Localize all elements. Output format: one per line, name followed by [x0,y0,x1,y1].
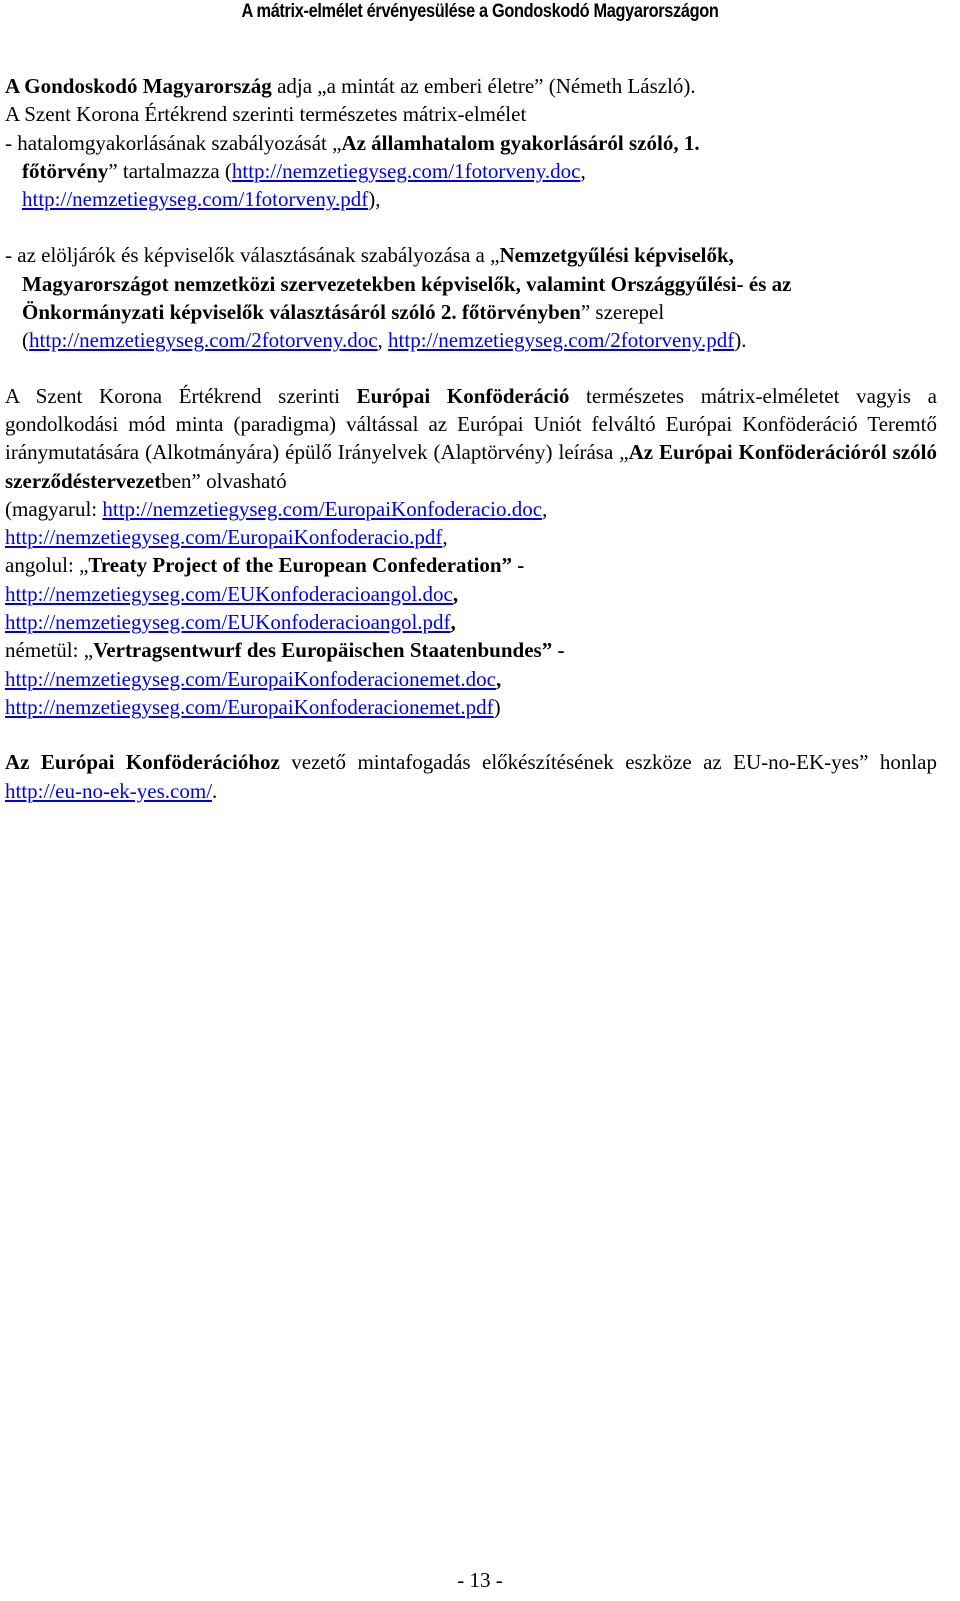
text: - az elöljárók és képviselők választásának szabályozása a „ [5,243,500,268]
paragraph-eu-no-ek-yes [5,748,937,805]
bold-title: Treaty Project of the European Confederation” - [88,553,525,578]
link-europai-konfoderacio-doc[interactable]: http://nemzetiegyseg.com/EuropaiKonfoderacio.doc [102,496,543,521]
bold-term: főtörvény [22,158,109,183]
text: A Szent Korona Értékrend szerinti természetes mátrix-elmélet [5,102,527,127]
text: , [580,158,586,183]
paragraph-european-confederation [5,382,937,495]
line-german-links [5,636,937,721]
line-hungarian-links [5,495,937,552]
spacer [5,721,937,748]
text: - hatalomgyakorlásának szabályozását „ [5,130,342,155]
link-2fotorveny-doc[interactable]: http://nemzetiegyseg.com/2fotorveny.doc [29,328,378,353]
bold-term: Európai Konföderáció [356,383,570,408]
text: A Szent Korona Értékrend szerinti [5,383,357,408]
bold-term: Magyarországot nemzetközi szervezetekben képviselők, valamint Országgyűlési- és az [22,271,792,296]
line-english-links [5,551,937,636]
link-1fotorveny-doc[interactable]: http://nemzetiegyseg.com/1fotorveny.doc [231,158,581,183]
bold-term: A Gondoskodó Magyarország [5,74,272,98]
text: , [452,581,459,606]
paragraph-intro [5,72,937,100]
text: , [377,328,389,353]
bold-title: Vertragsentwurf des Europäischen Staatenbundes” - [93,638,565,663]
text: természetes mátrix-elméletet vagyis a gondolkodási mód minta (paradigma) váltással az Európai Uniót felváltó Európai Konföderáció Teremtő iránymutatására (Alkotmányára) épülő Irányelvek (Alaptörvény) leírása „ [5,383,937,465]
bold-term: Az Európai Konföderációról szóló szerződéstervezet [5,440,937,493]
text: (magyarul: [5,496,103,521]
text: ” tartalmazza ( [108,158,232,183]
text: angolul: „ [5,553,89,578]
link-1fotorveny-pdf[interactable]: http://nemzetiegyseg.com/1fotorveny.pdf [22,187,369,212]
link-eu-no-ek-yes[interactable]: http://eu-no-ek-yes.com/ [5,778,213,803]
bold-term: Az Európai Konföderációhoz [5,750,280,775]
text: ). [734,328,747,353]
text: ( [22,328,29,353]
paragraph-matrix-theory [5,100,937,128]
spacer [5,213,937,241]
text: , [542,496,548,521]
text: ), [368,187,381,212]
link-europai-konfoderacio-nemet-pdf[interactable]: http://nemzetiegyseg.com/EuropaiKonfoderacionemet.pdf [5,694,494,719]
text: , [450,610,456,635]
link-2fotorveny-pdf[interactable]: http://nemzetiegyseg.com/2fotorveny.pdf [388,328,735,353]
text: , [442,525,448,550]
text: németül: „ [5,638,94,663]
running-header: A mátrix-elmélet érvényesülése a Gondoskodó Magyarországon [241,1,719,22]
text: adja „a mintát az emberi életre” (Németh László). [271,74,696,98]
page-number: - 13 - [457,1568,503,1592]
text: ” szerepel [580,300,665,325]
text: vezető mintafogadás előkészítésének eszköze az EU-no-EK-yes” honlap [279,750,937,775]
link-eu-konfoderacio-angol-pdf[interactable]: http://nemzetiegyseg.com/EUKonfoderacioangol.pdf [5,610,451,635]
text: , [496,666,502,691]
spacer [5,355,937,382]
text: . [212,778,218,803]
link-europai-konfoderacio-pdf[interactable]: http://nemzetiegyseg.com/EuropaiKonfoderacio.pdf [5,525,443,550]
document-body [5,72,937,805]
link-eu-konfoderacio-angol-doc[interactable]: http://nemzetiegyseg.com/EUKonfoderacioangol.doc [5,581,453,606]
bold-term: Önkormányzati képviselők választásáról szóló 2. főtörvényben [22,300,581,325]
text: ben” olvasható [161,468,287,493]
paragraph-power-regulation [5,129,937,214]
text: ) [493,694,501,719]
link-europai-konfoderacio-nemet-doc[interactable]: http://nemzetiegyseg.com/EuropaiKonfoderacionemet.doc [5,666,496,691]
paragraph-election-regulation [5,241,937,354]
bold-term: Nemzetgyűlési képviselők, [499,243,734,268]
bold-term: Az államhatalom gyakorlásáról szóló, 1. [341,130,700,155]
